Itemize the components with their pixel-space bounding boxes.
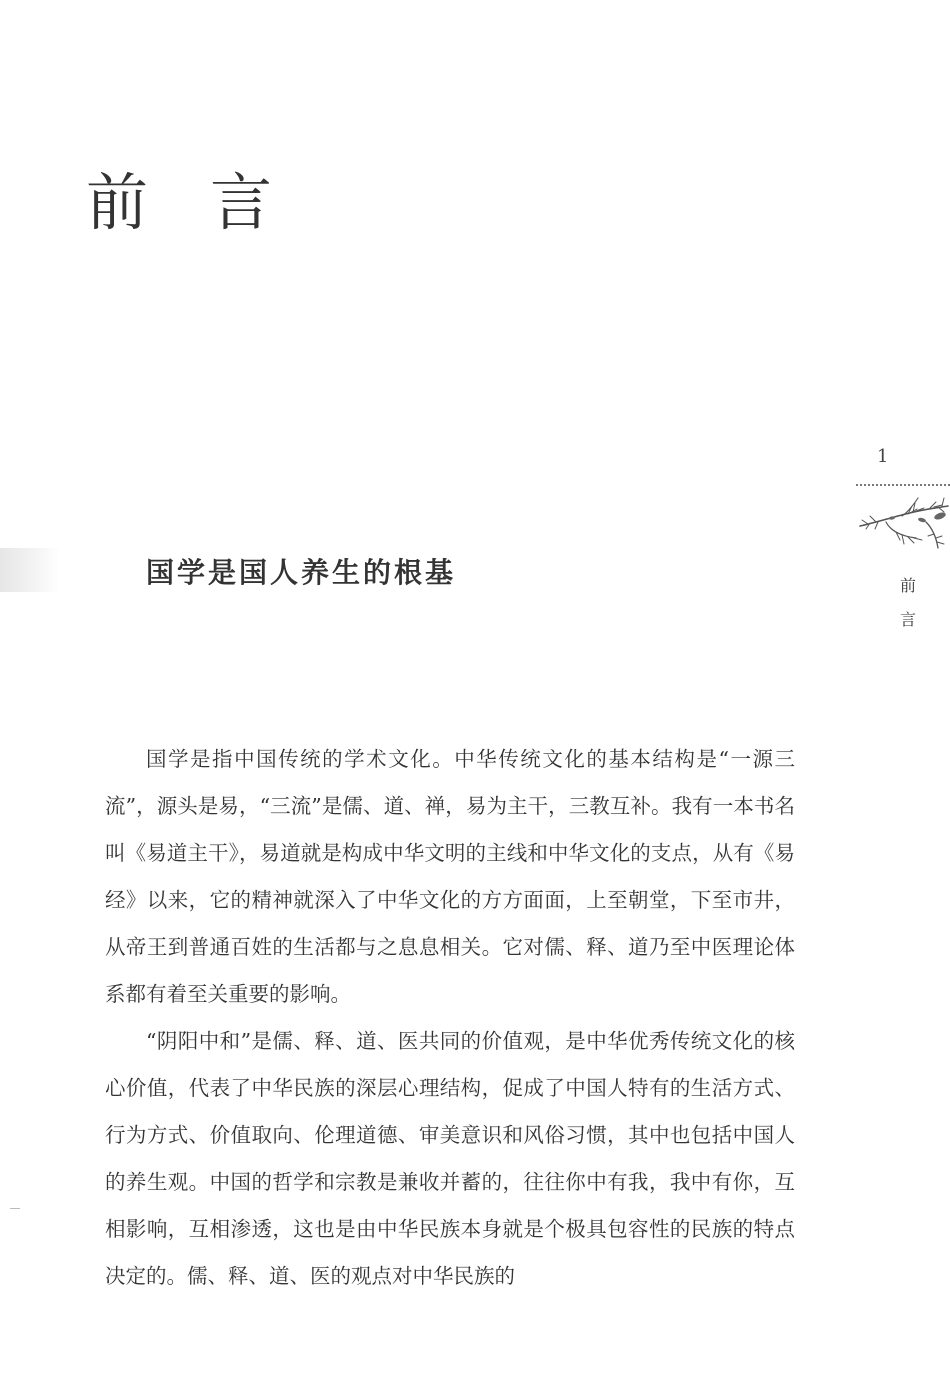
margin-mark	[10, 1208, 20, 1209]
chapter-title: 前言	[86, 166, 335, 239]
running-title-char: 言	[900, 610, 917, 629]
page-number: 1	[877, 446, 889, 467]
dotted-divider	[856, 484, 950, 486]
paragraph-2: “阴阳中和”是儒、释、道、医共同的价值观，是中华优秀传统文化的核心价值，代表了中华民族的深层心理结构，促成了中国人特有的生活方式、行为方式、价值取向、伦理道德、审美意识和风俗习惯，其中也包括中国人的养生观。中国的哲学和宗教是兼收并蓄的，往往你中有我，我中有你，互相影响，互相渗透，这也是由中华民族本身就是个极具包容性的民族的特点决定的。儒、释、道、医的观点对中华民族的	[105, 1029, 795, 1288]
section-heading: 国学是国人养生的根基	[146, 556, 457, 589]
pine-branch-ornament-icon	[856, 492, 950, 564]
body-text	[105, 736, 795, 1300]
running-header-sidebar	[856, 444, 950, 644]
paragraph-1: 国学是指中国传统的学术文化。中华传统文化的基本结构是“一源三流”，源头是易，“三流”是儒、道、禅，易为主干，三教互补。我有一本书名叫《易道主干》，易道就是构成中华文明的主线和中华文化的支点，从有《易经》以来，它的精神就深入了中华文化的方方面面，上至朝堂，下至市井，从帝王到普通百姓的生活都与之息息相关。它对儒、释、道乃至中医理论体系都有着至关重要的影响。	[105, 747, 795, 1006]
running-title-char: 前	[900, 576, 917, 595]
page-edge-shadow	[0, 548, 60, 592]
